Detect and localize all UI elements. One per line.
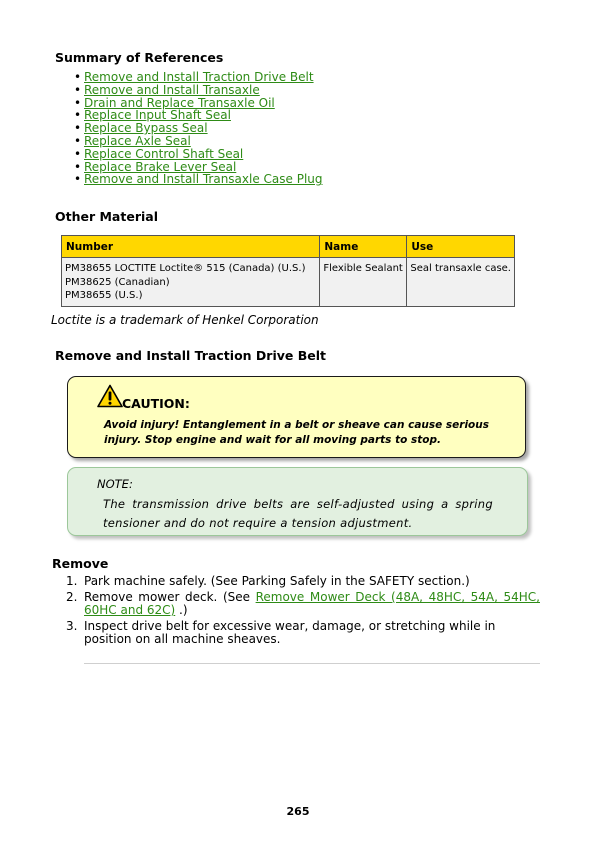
trademark-note: Loctite is a trademark of Henkel Corporation <box>51 313 319 327</box>
reference-link[interactable]: Remove and Install Transaxle Case Plug <box>84 172 323 187</box>
reference-link[interactable]: Drain and Replace Transaxle Oil <box>84 95 275 110</box>
step-number: 1. <box>66 574 78 588</box>
reference-link[interactable]: Replace Control Shaft Seal <box>84 146 244 161</box>
step-text: Park machine safely. (See Parking Safely in the SAFETY section.) <box>84 574 470 588</box>
note-text <box>103 495 493 533</box>
reference-link[interactable]: Replace Bypass Seal <box>84 121 208 136</box>
cell-number <box>62 258 320 307</box>
step-number: 3. <box>66 619 78 633</box>
mower-deck-link[interactable]: Remove Mower Deck (48A, 48HC, 54A, 54HC, 60HC and 62C) <box>84 590 540 617</box>
step-item <box>66 591 540 617</box>
remove-heading: Remove <box>52 556 109 571</box>
caution-title: CAUTION: <box>122 396 190 411</box>
list-item <box>74 173 323 186</box>
step-number: 2. <box>66 590 78 604</box>
reference-link[interactable]: Remove and Install Traction Drive Belt <box>84 70 314 84</box>
step-item <box>66 620 540 646</box>
section-divider <box>84 663 540 664</box>
other-material-heading: Other Material <box>55 209 158 224</box>
column-header-name: Name <box>320 236 407 258</box>
step-text: Remove mower deck. (See <box>84 590 256 604</box>
reference-link[interactable]: Replace Brake Lever Seal <box>84 159 237 174</box>
table-row <box>62 258 515 307</box>
caution-text <box>104 418 489 448</box>
step-text: Inspect drive belt for excessive wear, damage, or stretching while in position on all machine sheaves. <box>84 619 496 646</box>
note-line: tensioner and do not require a tension adjustment. <box>103 516 413 530</box>
reference-list <box>74 71 323 186</box>
part-number-line: PM38655 (U.S.) <box>65 290 143 301</box>
remove-steps <box>66 575 540 649</box>
reference-link[interactable]: Replace Axle Seal <box>84 133 191 148</box>
cell-name: Flexible Sealant <box>320 258 407 307</box>
caution-line: Avoid injury! Entanglement in a belt or sheave can cause serious <box>104 419 489 431</box>
page-number: 265 <box>286 805 310 818</box>
part-number-line: PM38625 (Canadian) <box>65 276 170 288</box>
caution-line: injury. Stop engine and wait for all moving parts to stop. <box>104 434 441 446</box>
column-header-number: Number <box>62 236 320 258</box>
table-header-row <box>62 236 515 258</box>
material-table <box>61 235 515 307</box>
note-title: NOTE: <box>97 477 133 491</box>
reference-link[interactable]: Replace Input Shaft Seal <box>84 108 231 123</box>
summary-heading: Summary of References <box>55 50 224 65</box>
traction-belt-heading: Remove and Install Traction Drive Belt <box>55 348 326 363</box>
note-box <box>67 467 528 536</box>
note-line: The transmission drive belts are self-adjusted using a spring <box>103 497 493 511</box>
caution-box <box>67 376 526 458</box>
step-text-end: .) <box>175 603 188 617</box>
cell-use: Seal transaxle case. <box>407 258 515 307</box>
column-header-use: Use <box>407 236 515 258</box>
part-number-line: PM38655 LOCTITE Loctite® 515 (Canada) (U.S.) <box>65 263 306 274</box>
reference-link[interactable]: Remove and Install Transaxle <box>84 82 260 97</box>
warning-triangle-icon <box>97 384 123 408</box>
step-item <box>66 575 540 588</box>
